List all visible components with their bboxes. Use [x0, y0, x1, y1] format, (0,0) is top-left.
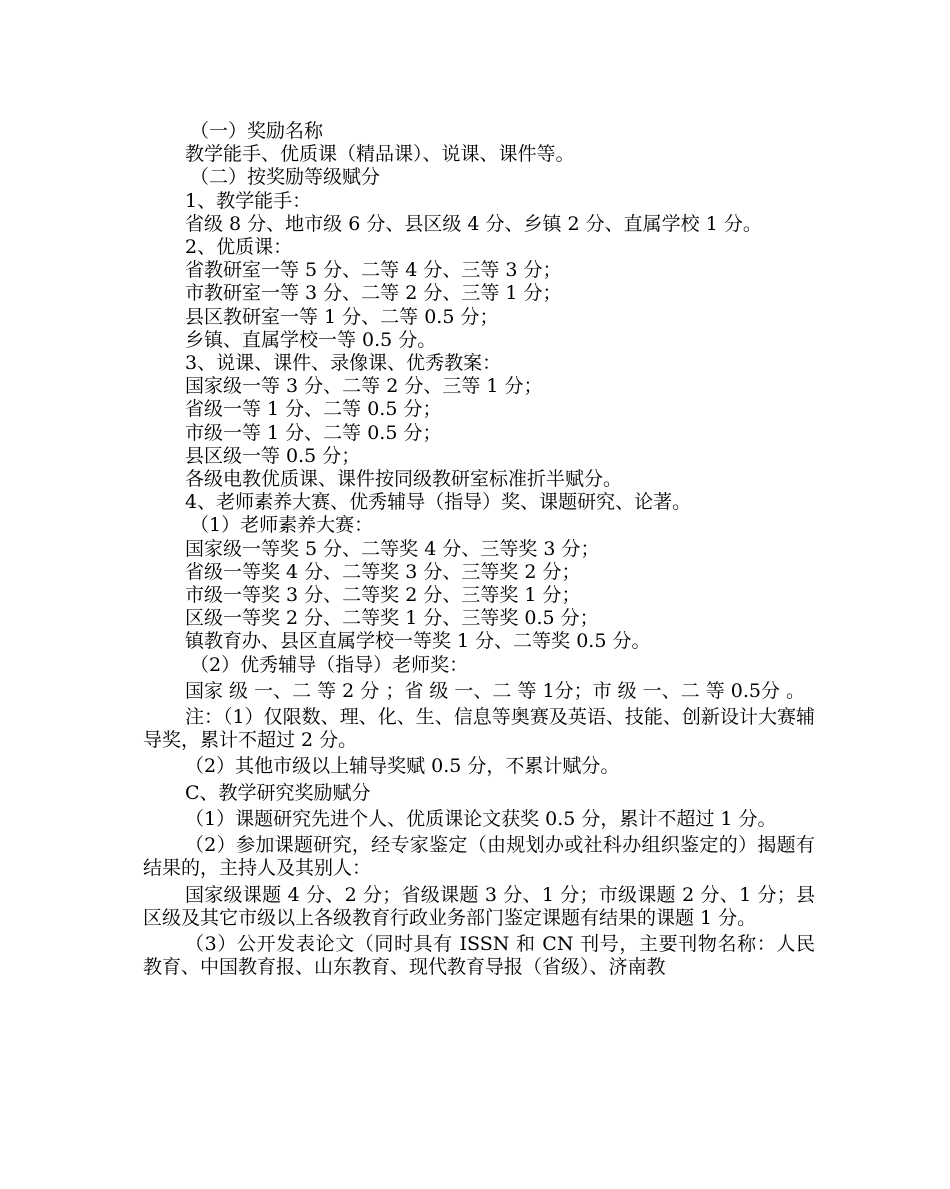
- paragraph: （1）课题研究先进个人、优质课论文获奖 0.5 分，累计不超过 1 分。: [185, 807, 777, 830]
- text-line: 县区级一等 0.5 分；: [185, 444, 361, 467]
- section-heading: （1）老师素养大赛：: [190, 514, 374, 537]
- document-page: [143, 120, 815, 979]
- paragraph: 注：（1）仅限数、理、化、生、信息等奥赛及英语、技能、创新设计大赛辅导奖，累计不超过 2 分。: [143, 706, 815, 752]
- text-line: 市教研室一等 3 分、二等 2 分、三等 1 分；: [185, 282, 562, 305]
- text-line: 县区教研室一等 1 分、二等 0.5 分；: [185, 305, 499, 328]
- text-line: 镇教育办、县区直属学校一等奖 1 分、二等奖 0.5 分。: [185, 630, 651, 653]
- text-line: 3、说课、课件、录像课、优秀教案：: [185, 352, 502, 375]
- text-line: 市级一等 1 分、二等 0.5 分；: [185, 421, 442, 444]
- text-line: 国家级一等 3 分、二等 2 分、三等 1 分；: [185, 375, 543, 398]
- section-heading: （二）按奖励等级赋分: [190, 166, 381, 189]
- text-line: 区级一等奖 2 分、二等奖 1 分、三等奖 0.5 分；: [185, 607, 599, 630]
- text-line: 省教研室一等 5 分、二等 4 分、三等 3 分；: [185, 259, 562, 282]
- text-line: 省级一等奖 4 分、二等奖 3 分、三等奖 2 分；: [185, 560, 581, 583]
- text-line: 各级电教优质课、课件按同级教研室标准折半赋分。: [185, 468, 623, 491]
- text-line: 乡镇、直属学校一等 0.5 分。: [185, 328, 437, 351]
- text-line: 国家级一等奖 5 分、二等奖 4 分、三等奖 3 分；: [185, 537, 600, 560]
- paragraph: C、教学研究奖励赋分: [185, 781, 371, 804]
- text-line: 1、教学能手：: [185, 189, 312, 212]
- paragraph: （3）公开发表论文（同时具有 ISSN 和 CN 刊号，主要刊物名称：人民教育、中国教育报、山东教育、现代教育导报（省级）、济南教: [143, 932, 815, 979]
- paragraph: （2）其他市级以上辅导奖赋 0.5 分，不累计赋分。: [185, 755, 620, 778]
- paragraph: 国家 级 一、二 等 2 分 ；省 级 一、二 等 1分；市 级 一、二 等 0.5分 。: [185, 679, 805, 702]
- text-line: 省级一等 1 分、二等 0.5 分；: [185, 398, 442, 421]
- text-line: 市级一等奖 3 分、二等奖 2 分、三等奖 1 分；: [185, 584, 581, 607]
- text-line: 教学能手、优质课（精品课）、说课、课件等。: [185, 143, 575, 166]
- text-line: 2、优质课：: [185, 236, 293, 259]
- paragraph: 国家级课题 4 分、2 分；省级课题 3 分、1 分；市级课题 2 分、1 分；县区级及其它市级以上各级教育行政业务部门鉴定课题有结果的课题 1 分。: [143, 883, 815, 929]
- text-line: 4、老师素养大赛、优秀辅导（指导）奖、课题研究、论著。: [185, 491, 692, 514]
- section-heading: （2）优秀辅导（指导）老师奖：: [190, 653, 469, 676]
- paragraph: （2）参加课题研究，经专家鉴定（由规划办或社科办组织鉴定的）揭题有结果的，主持人及其别人：: [143, 834, 815, 880]
- text-line: 省级 8 分、地市级 6 分、县区级 4 分、乡镇 2 分、直属学校 1 分。: [185, 212, 762, 235]
- section-heading: （一）奖励名称: [190, 120, 324, 142]
